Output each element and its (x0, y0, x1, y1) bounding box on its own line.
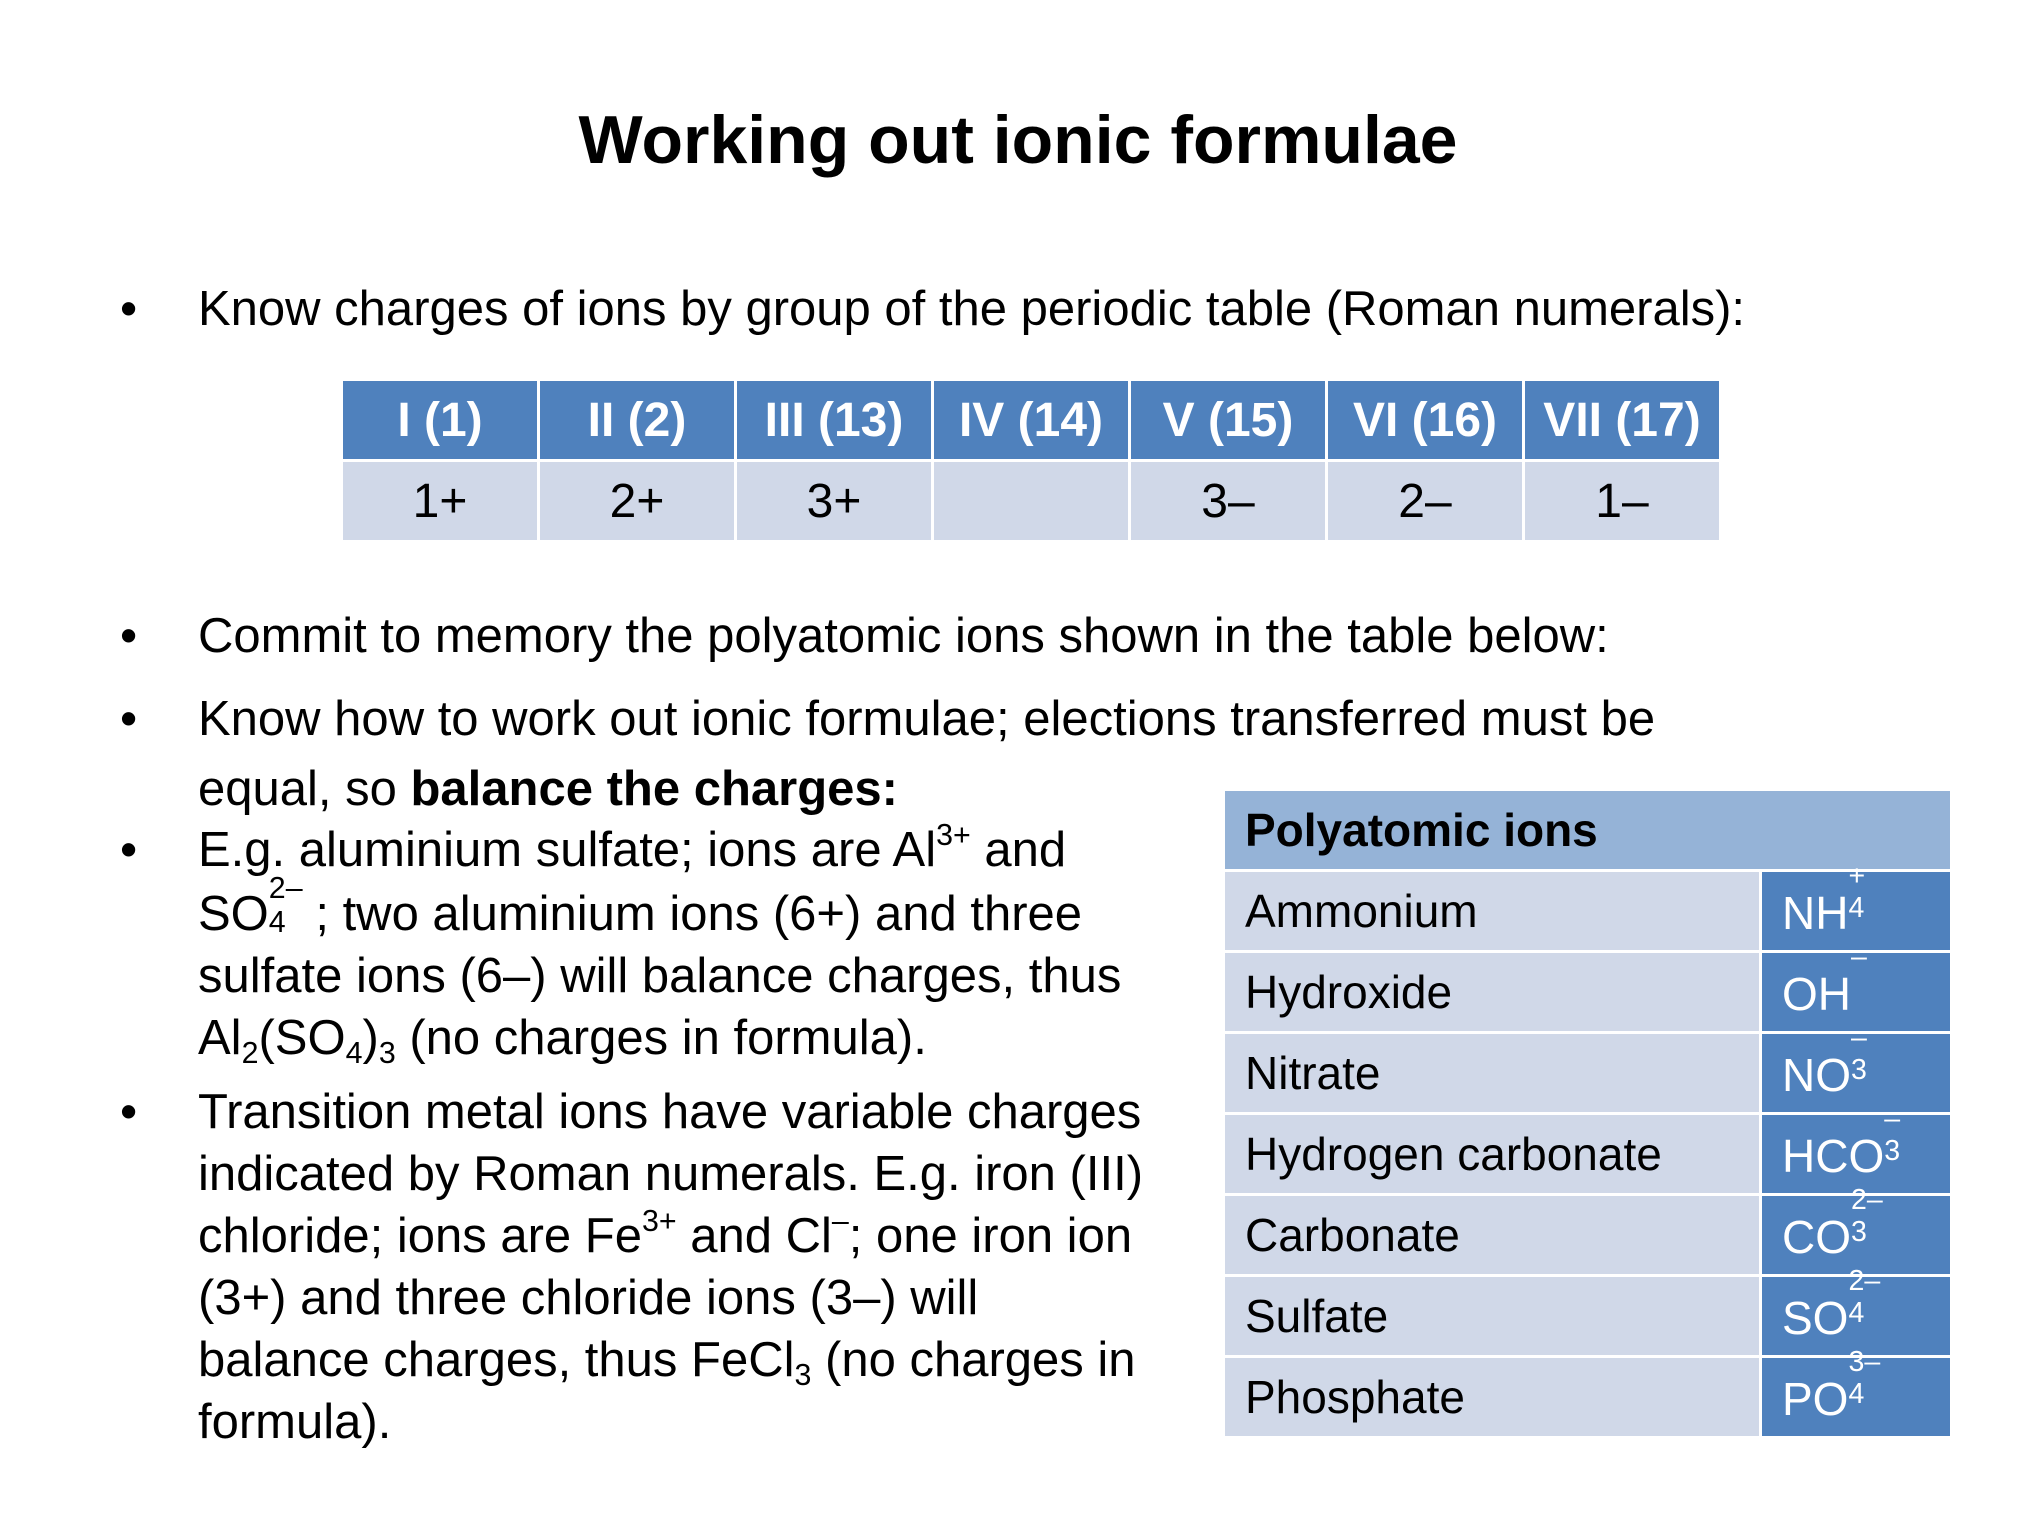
subscript: 4 (345, 1036, 363, 1071)
ion-formula (1761, 1265, 1952, 1357)
text-line: formula). (198, 1395, 392, 1449)
subscript: 3 (378, 1036, 396, 1071)
text-run: E.g. aluminium sulfate; ions are Al (198, 823, 937, 877)
formula-subscript: 4 (1848, 891, 1865, 924)
formula-charge: – (1884, 1103, 1901, 1136)
polyatomic-header: Polyatomic ions (1224, 790, 1952, 871)
bullet-marker: • (120, 609, 138, 663)
formula-subscript: 3 (1851, 1053, 1867, 1086)
ion-name: Nitrate (1224, 1033, 1761, 1114)
ion-name: Carbonate (1224, 1195, 1761, 1276)
text-run: ; one iron ion (848, 1209, 1133, 1263)
formula-base: HCO (1782, 1129, 1885, 1182)
text-run: equal, so (198, 762, 411, 816)
group-header-cell: VI (16) (1327, 380, 1524, 461)
text-line (198, 1205, 1143, 1267)
group-charge-cell: 1+ (342, 461, 539, 542)
polyatomic-row (1224, 1033, 1952, 1114)
group-charge-row (342, 461, 1721, 542)
group-header-cell: II (2) (539, 380, 736, 461)
superscript: 3+ (936, 817, 971, 852)
text-run: ; two aluminium ions (6+) and three (315, 887, 1083, 941)
text-line: Transition metal ions have variable charges (198, 1085, 1142, 1139)
superscript: 2– (268, 871, 303, 906)
text-line: indicated by Roman numerals. E.g. iron (III) (198, 1147, 1144, 1201)
polyatomic-header-row (1224, 790, 1952, 871)
ion-name: Ammonium (1224, 871, 1761, 952)
superscript: – (831, 1203, 849, 1238)
group-charge-cell: 2+ (539, 461, 736, 542)
formula-charge: – (1851, 941, 1867, 974)
formula-subscript: 3 (1851, 1215, 1867, 1248)
group-charges-table (340, 378, 1722, 543)
bullet-text (198, 819, 1121, 1069)
text-line (198, 1329, 1143, 1391)
text-line: (3+) and three chloride ions (3–) will (198, 1271, 979, 1325)
text-run: ) (362, 1011, 379, 1065)
text-run: balance charges, thus FeCl (198, 1333, 795, 1387)
group-charge-cell: 1– (1524, 461, 1721, 542)
subscript: 2 (241, 1036, 259, 1071)
text-run: and (970, 823, 1067, 877)
group-charge-cell: 3– (1130, 461, 1327, 542)
bullet-text (198, 1081, 1143, 1453)
group-header-cell: IV (14) (933, 380, 1130, 461)
ion-formula (1761, 1346, 1952, 1438)
formula-sub-superscript (1884, 1103, 1928, 1172)
polyatomic-row (1224, 1195, 1952, 1276)
ion-name: Hydroxide (1224, 952, 1761, 1033)
formula-subscript: 4 (1848, 1296, 1865, 1329)
formula-charge: 2– (1848, 1265, 1881, 1298)
bullet-text: Commit to memory the polyatomic ions shown in the table below: (198, 609, 1609, 663)
superscript: 3+ (641, 1203, 677, 1238)
text-line (198, 819, 1121, 881)
group-header-cell: VII (17) (1524, 380, 1721, 461)
formula-sub-superscript (1848, 860, 1892, 929)
bullet-marker: • (120, 692, 138, 746)
formula-base: CO (1782, 1210, 1851, 1263)
formula-charge: 3– (1848, 1346, 1881, 1379)
polyatomic-row (1224, 952, 1952, 1033)
group-charge-cell: 2– (1327, 461, 1524, 542)
formula-base: NH (1782, 886, 1849, 939)
formula-base: OH (1782, 967, 1851, 1020)
ion-formula (1761, 941, 1952, 1033)
group-header-cell: V (15) (1130, 380, 1327, 461)
emphasis-text: balance the charges: (410, 762, 898, 816)
group-header-row (342, 380, 1721, 461)
ion-name: Sulfate (1224, 1276, 1761, 1357)
formula-subscript: 3 (1884, 1134, 1901, 1167)
text-run: (no charges in (811, 1333, 1136, 1387)
formula-base: PO (1782, 1372, 1849, 1425)
formula-charge: 2– (1851, 1184, 1883, 1217)
polyatomic-row (1224, 1276, 1952, 1357)
bullet-marker: • (120, 282, 138, 336)
polyatomic-ions-table (1222, 788, 1953, 1439)
text-run: (no charges in formula). (395, 1011, 927, 1065)
subscript: 3 (794, 1358, 812, 1393)
text-line: sulfate ions (6–) will balance charges, thus (198, 949, 1122, 1003)
text-run: Al (198, 1011, 242, 1065)
group-charge-cell: 3+ (736, 461, 933, 542)
text-run: chloride; ions are Fe (198, 1209, 642, 1263)
bullet-marker: • (120, 823, 138, 877)
subscript: 4 (268, 904, 286, 939)
formula-base: SO (1782, 1291, 1849, 1344)
ion-name: Phosphate (1224, 1357, 1761, 1438)
bullet-marker: • (120, 1085, 138, 1139)
formula-charge: + (1848, 860, 1866, 893)
formula-subscript: 4 (1848, 1377, 1865, 1410)
formula-charge: – (1851, 1022, 1867, 1055)
ion-formula (1761, 860, 1952, 952)
formula-sub-superscript (1848, 1346, 1892, 1415)
formula-sub-superscript (1851, 1022, 1895, 1091)
bullet-text: Know charges of ions by group of the periodic table (Roman numerals): (198, 282, 1746, 336)
slide-title: Working out ionic formulae (578, 102, 1458, 178)
polyatomic-row (1224, 1357, 1952, 1438)
text-run: SO (198, 887, 269, 941)
formula-base: NO (1782, 1048, 1851, 1101)
ion-name: Hydrogen carbonate (1224, 1114, 1761, 1195)
formula-sub-superscript (1851, 1184, 1895, 1253)
group-header-cell: III (13) (736, 380, 933, 461)
ion-formula (1761, 1103, 1952, 1195)
group-header-cell: I (1) (342, 380, 539, 461)
polyatomic-row (1224, 871, 1952, 952)
text-run: and Cl (676, 1209, 832, 1263)
sub-superscript (268, 871, 316, 939)
ion-formula (1761, 1184, 1952, 1276)
ion-formula (1761, 1022, 1952, 1114)
text-line: Know how to work out ionic formulae; elections transferred must be (198, 692, 1656, 746)
text-run: (SO (258, 1011, 346, 1065)
text-line (198, 1007, 1121, 1069)
text-line (198, 871, 1121, 945)
formula-sub-superscript (1851, 941, 1895, 1010)
polyatomic-row (1224, 1114, 1952, 1195)
group-charge-cell (933, 461, 1130, 542)
formula-sub-superscript (1848, 1265, 1892, 1334)
